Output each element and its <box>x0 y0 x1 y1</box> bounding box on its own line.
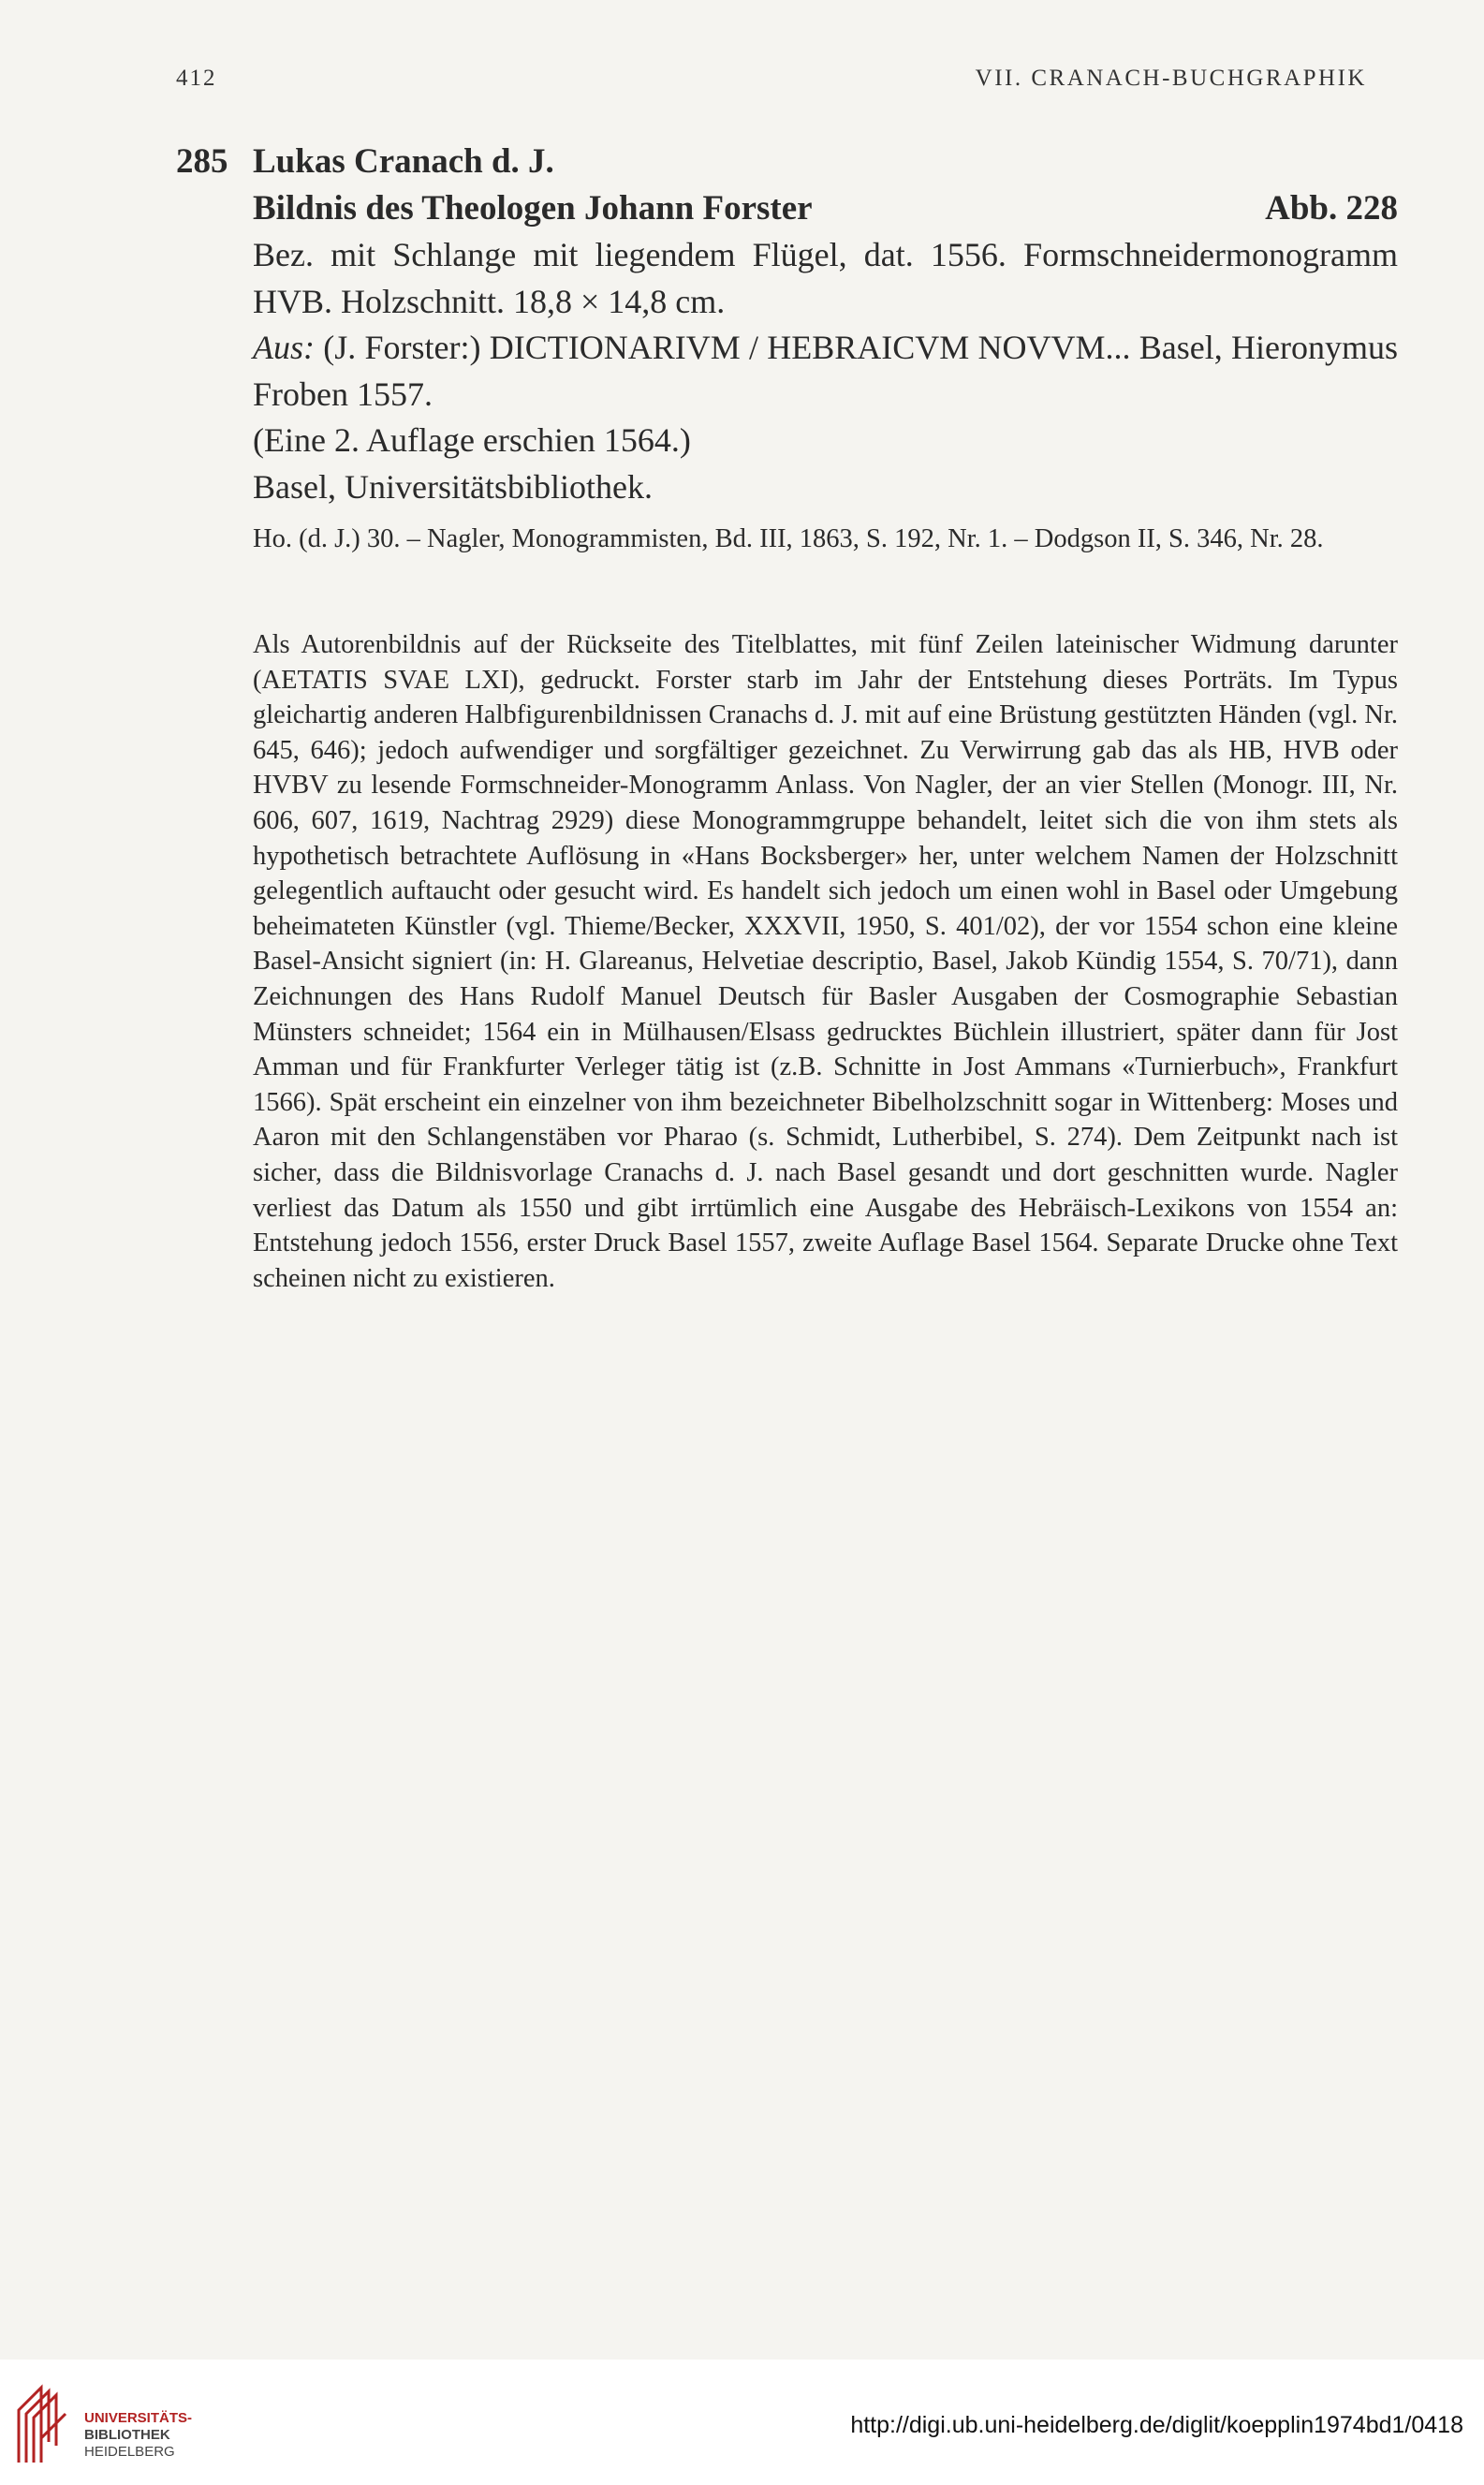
institution-line-3: HEIDELBERG <box>84 2444 175 2460</box>
figure-reference: Abb. 228 <box>1265 189 1398 228</box>
bibliographic-references: Ho. (d. J.) 30. – Nagler, Monogrammisten, Bd. III, 1863, S. 192, Nr. 1. – Dodgson II, S. 346, Nr. 28. <box>253 524 1324 553</box>
holding-location: Basel, Universitätsbibliothek. <box>253 467 653 506</box>
institution-name <box>84 2410 192 2461</box>
digitization-footer <box>0 2360 1484 2485</box>
running-header: VII. CRANACH-BUCHGRAPHIK <box>975 66 1367 91</box>
entry-metadata <box>253 232 1398 510</box>
entry-artist: Lukas Cranach d. J. <box>253 142 554 181</box>
source-text: (J. Forster:) DICTIONARIVM / HEBRAICVM NOVVM... Basel, Hieronymus Froben 1557. <box>253 329 1399 413</box>
source-label: Aus: <box>253 329 315 366</box>
entry-description: Bez. mit Schlange mit liegendem Flügel, dat. 1556. Formschneidermonogramm HVB. Holzschnitt. 18,8 × 14,8 cm. <box>253 236 1398 320</box>
entry-source <box>253 325 1398 418</box>
page-number: 412 <box>176 66 217 91</box>
entry-number: 285 <box>176 142 228 181</box>
ub-heidelberg-logo-icon <box>15 2382 69 2466</box>
catalog-entry-heading <box>176 139 1398 232</box>
institution-line-2: BIBLIOTHEK <box>84 2427 170 2443</box>
institution-line-1: UNIVERSITÄTS- <box>84 2410 193 2426</box>
commentary-paragraph: Als Autorenbildnis auf der Rückseite des Titelblattes, mit fünf Zeilen lateinischer Widmung darunter (AETATIS SVAE LXI), gedruckt. Forster starb im Jahr der Entstehung dieses Porträts. Im Typus gleichartig anderen Halbfigurenbildnissen Cranachs d. J. mit auf eine Brüstung gestützten Händen (vgl. Nr. 645, 646); jedoch aufwendiger und sorgfältiger gezeichnet. Zu Verwirrung gab das als HB, HVB oder HVBV zu lesende Formschneider-Monogramm Anlass. Von Nagler, der an vier Stellen (Monogr. III, Nr. 606, 607, 1619, Nachtrag 2929) diese Monogrammgruppe behandelt, leitet sich die von ihm stets als hypothetisch betrachtete Auflösung in «Hans Bocksberger» her, unter welchem Namen der Holzschnitt gelegentlich auftaucht oder gesucht wird. Es handelt sich jedoch um einen wohl in Basel oder Umgebung beheimateten Künstler (vgl. Thieme/Becker, XXXVII, 1950, S. 401/02), der vor 1554 schon eine kleine Basel-Ansicht signiert (in: H. Glareanus, Helvetiae descriptio, Basel, Jakob Kündig 1554, S. 70/71), dann Zeichnungen des Hans Rudolf Manuel Deutsch für Basler Ausgaben der Cosmographie Sebastian Münsters schneidet; 1564 ein in Mülhausen/Elsass gedrucktes Büchlein illustriert, später dann für Jost Amman und für Frankfurter Verleger tätig ist (z.B. Schnitte in Jost Ammans «Turnierbuch», Frankfurt 1566). Spät erscheint ein einzelner von ihm bezeichneter Bibelholzschnitt sogar in Wittenberg: Moses und Aaron mit den Schlangenstäben vor Pharao (s. Schmidt, Lutherbibel, S. 274). Dem Zeitpunkt nach ist sicher, dass die Bildnisvorlage Cranachs d. J. nach Basel gesandt und dort geschnitten wurde. Nagler verliest das Datum als 1550 und gibt irrtümlich eine Ausgabe des Hebräisch-Lexikons von 1554 an: Entstehung jedoch 1556, erster Druck Basel 1557, zweite Auflage Basel 1564. Separate Drucke ohne Text scheinen nicht zu existieren. <box>253 630 1398 1293</box>
edition-note: (Eine 2. Auflage erschien 1564.) <box>253 421 691 459</box>
source-url[interactable]: http://digi.ub.uni-heidelberg.de/diglit/koepplin1974bd1/0418 <box>850 2412 1463 2438</box>
entry-title: Bildnis des Theologen Johann Forster <box>253 189 813 228</box>
